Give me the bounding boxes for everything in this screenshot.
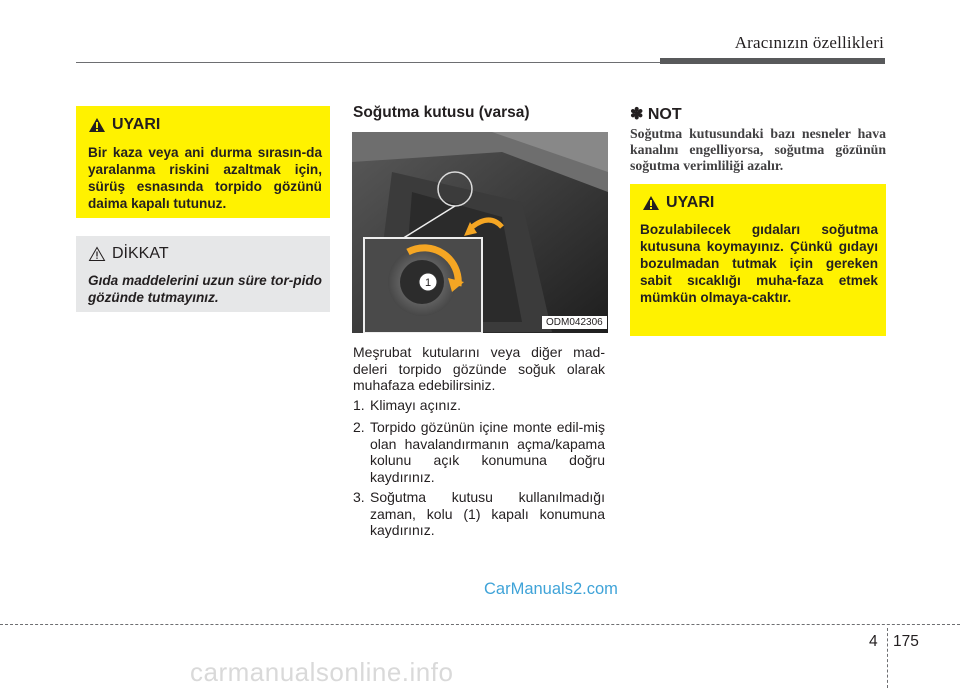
image-code: ODM042306 — [542, 316, 607, 329]
warning-box-right — [630, 184, 886, 336]
step-text: Soğutma kutusu kullanılmadığı zaman, kolu (1) kapalı konumuna kaydırınız. — [370, 489, 605, 538]
chapter-number: 4 — [869, 633, 878, 650]
caution-box — [76, 236, 330, 312]
warning-title — [642, 194, 714, 212]
chapter-title: Aracınızın özellikleri — [734, 33, 884, 52]
warning-icon — [642, 195, 660, 211]
step-text: Klimayı açınız. — [370, 397, 462, 413]
step-number: 1. — [353, 397, 365, 413]
note-text: Soğutma kutusundaki bazı nesneler hava kanalını engelliyorsa, soğutma gözünün soğutma verimliliği azalır. — [630, 126, 886, 173]
step-number: 3. — [353, 489, 365, 505]
caution-title — [88, 245, 169, 263]
warning-icon — [88, 117, 106, 133]
header-rule-accent — [660, 58, 885, 64]
step-text: Torpido gözünün içine monte edil-miş olan havalandırmanın açma/kapama kolunu açık konumuna doğru kaydırınız. — [370, 419, 605, 485]
callout-number: 1 — [424, 277, 432, 289]
warning-title-text: UYARI — [112, 116, 161, 133]
watermark-link[interactable]: CarManuals2.com — [484, 580, 618, 598]
warning-text: Bir kaza veya ani durma sırasın-da yaralanma riskini azaltmak için, sürüş esnasında torpido gözünü daima kapalı tutunuz. — [88, 145, 322, 211]
list-item — [353, 489, 605, 539]
list-item — [353, 397, 605, 414]
watermark-footer: carmanualsonline.info — [190, 657, 454, 687]
note-heading: ✽ NOT — [630, 106, 682, 123]
list-item — [353, 419, 605, 485]
step-number: 2. — [353, 419, 365, 435]
glovebox-illustration — [352, 132, 608, 333]
warning-text: Bozulabilecek gıdaları soğutma kutusuna koymayınız. Çünkü gıdayı bozulmadan tutmak için gereken sabit sıcaklığı muha-faza etmek mümkün olmaya-caktır. — [640, 222, 878, 305]
section-heading: Soğutma kutusu (varsa) — [353, 104, 530, 121]
header-rule — [76, 62, 666, 63]
caution-icon — [88, 246, 106, 262]
caution-title-text: DİKKAT — [112, 245, 169, 262]
caution-text: Gıda maddelerini uzun süre tor-pido gözünde tutmayınız. — [88, 273, 322, 305]
page-number: 175 — [893, 633, 919, 650]
warning-title-text: UYARI — [666, 194, 715, 211]
footer-rule — [0, 624, 960, 625]
page-separator — [887, 628, 888, 688]
intro-paragraph: Meşrubat kutularını veya diğer mad-deleri torpido gözünde soğuk olarak muhafaza edebilirsiniz. — [353, 344, 605, 393]
warning-title — [88, 116, 160, 134]
warning-box-left — [76, 106, 330, 218]
cooling-box-photo — [352, 132, 608, 333]
